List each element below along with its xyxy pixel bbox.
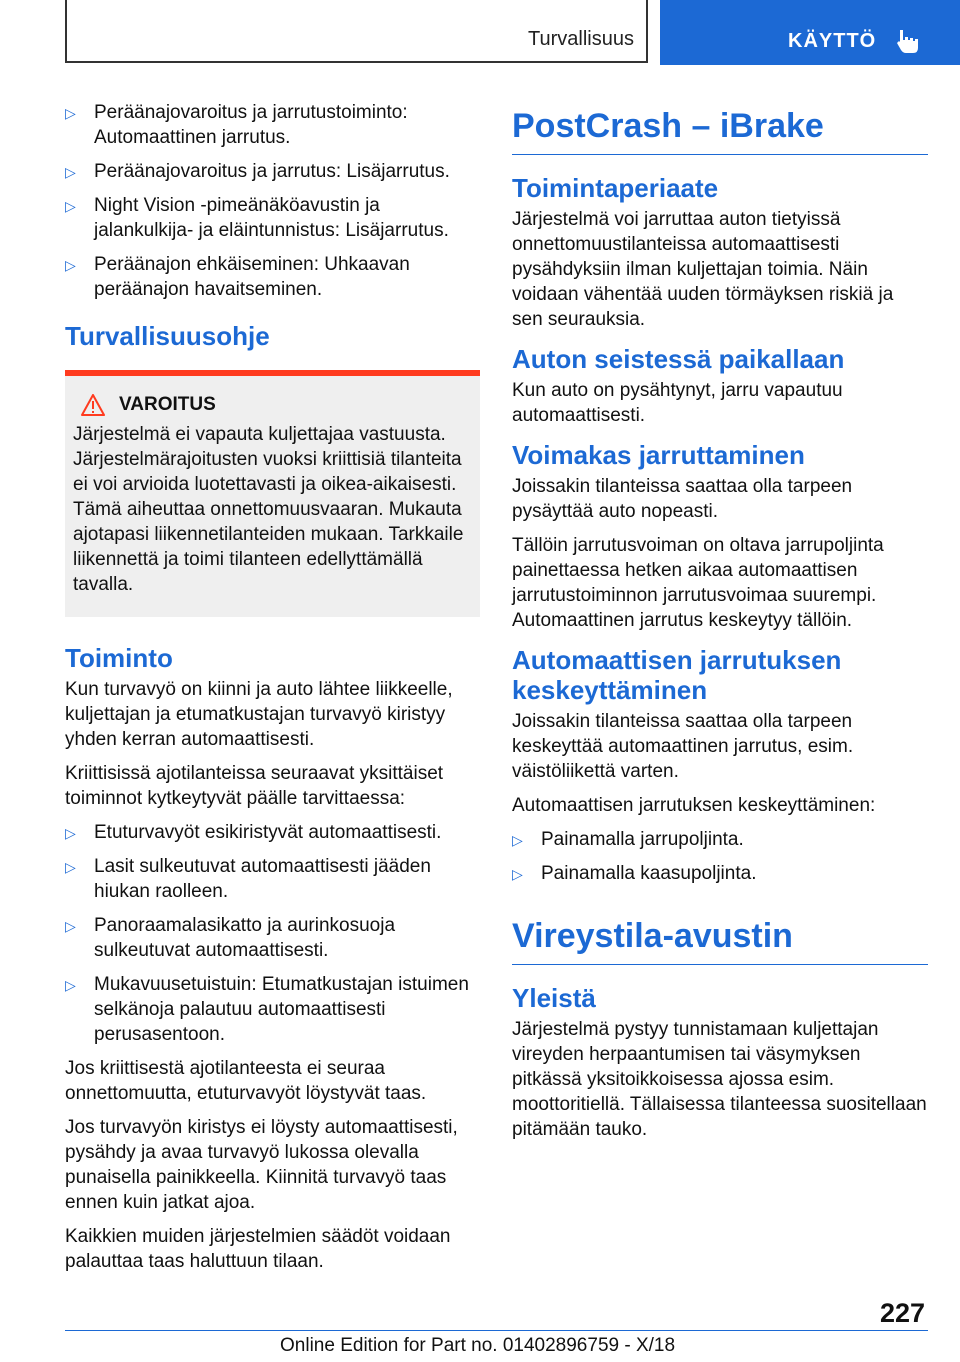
triangle-bullet-icon: ▷ <box>65 825 76 841</box>
function-paragraph: Kriittisissä ajotilanteissa seuraavat yksittäiset toiminnot kytkeytyvät päälle tarvittaessa: <box>65 763 444 809</box>
postcrash-title: PostCrash – iBrake <box>512 107 824 145</box>
header-chapter-title: KÄYTTÖ <box>788 30 877 52</box>
triangle-bullet-icon: ▷ <box>65 105 76 121</box>
vigilance-title: Vireystila-avustin <box>512 917 793 955</box>
body-paragraph: Jos turvavyön kiristys ei löysty automaattisesti, pysähdy ja avaa turvavyö lukossa olevalla punaisella painikkeella. Kiinnitä turvavyö taas ennen kuin jatkat ajoa. <box>65 1117 458 1213</box>
stationary-heading: Auton seistessä paikallaan <box>512 344 845 374</box>
triangle-bullet-icon: ▷ <box>65 257 76 273</box>
interrupt-paragraph: Automaattisen jarrutuksen keskeyttäminen: <box>512 795 876 816</box>
list-item: ▷ Mukavuusetuistuin: Etumatkustajan istuimen selkänoja palautuu automaattisesti perusasentoon. <box>65 974 469 1045</box>
footer-edition: Online Edition for Part no. 01402896759 - X/18 <box>280 1335 676 1356</box>
list-item: ▷ Etuturvavyöt esikiristyvät automaattisesti. <box>65 820 480 845</box>
principle-paragraph: Järjestelmä voi jarruttaa auton tietyissä onnettomuustilanteissa automaattisesti pysähdyksiin ilman kuljettajan toimia. Näin voidaan vähentää uuden törmäyksen riskiä ja sen seurauksia. <box>512 209 894 330</box>
general-paragraph: Järjestelmä pystyy tunnistamaan kuljettajan vireyden herpaantumisen tai väsymyksen pitkässä yksitoikkoisessa ajossa esim. moottoritiellä. Tällaisessa tilanteessa suositellaan pitämään tauko. <box>512 1019 927 1140</box>
triangle-bullet-icon: ▷ <box>65 164 76 180</box>
left-column <box>65 100 480 1283</box>
warning-text: Järjestelmä ei vapauta kuljettajaa vastuusta. Järjestelmärajoitusten vuoksi kriittisiä tilanteita ei voi arvioida luotettavasti ja oikea-aikaisesti. Tämä aiheuttaa onnettomuusvaaran. Mukauta ajotapasi liikennetilanteiden mukaan. Tarkkaile liikennettä ja toimi tilanteen edellyttämällä tavalla. <box>73 424 464 595</box>
title-rule <box>512 154 928 155</box>
safety-heading: Turvallisuusohje <box>65 321 270 351</box>
right-column <box>512 100 928 1151</box>
warning-title-row <box>73 394 472 416</box>
related-functions-list <box>65 100 480 302</box>
triangle-bullet-icon: ▷ <box>512 866 523 882</box>
stationary-paragraph: Kun auto on pysähtynyt, jarru vapautuu automaattisesti. <box>512 380 843 426</box>
list-item: ▷ Lasit sulkeutuvat automaattisesti jääden hiukan raolleen. <box>65 856 431 902</box>
critical-functions-list <box>65 820 480 1047</box>
strong-braking-paragraph: Joissakin tilanteissa saattaa olla tarpeen pysäyttää auto nopeasti. <box>512 476 853 522</box>
list-item: ▷ Night Vision -pimeänäköavustin ja jalankulkija- ja eläintunnistus: Lisäjarrutus. <box>65 195 449 241</box>
header-section-title: Turvallisuus <box>528 28 634 50</box>
header-section-tab <box>65 0 648 63</box>
list-item: ▷ Painamalla jarrupoljinta. <box>512 827 928 852</box>
list-item: ▷ Peräänajovaroitus ja jarrutus: Lisäjarrutus. <box>65 159 480 184</box>
header-chapter-tab[interactable] <box>660 0 960 65</box>
footer-rule <box>65 1330 928 1331</box>
page-number: 227 <box>880 1298 926 1328</box>
triangle-bullet-icon: ▷ <box>65 918 76 934</box>
body-paragraph: Kaikkien muiden järjestelmien säädöt voidaan palauttaa taas haluttuun tilaan. <box>65 1226 451 1272</box>
warning-box <box>65 370 480 617</box>
triangle-bullet-icon: ▷ <box>512 832 523 848</box>
pointing-hand-icon <box>896 28 920 54</box>
function-heading: Toiminto <box>65 643 173 673</box>
list-item: ▷ Painamalla kaasupoljinta. <box>512 861 928 886</box>
triangle-bullet-icon: ▷ <box>65 977 76 993</box>
warning-title: VAROITUS <box>119 394 216 415</box>
function-paragraph: Kun turvavyö on kiinni ja auto lähtee liikkeelle, kuljettajan ja etumatkustajan turvavyö kiristyy yhden kerran automaattisesti. <box>65 679 453 750</box>
list-item: ▷ Peräänajovaroitus ja jarrutustoiminto: Automaattinen jarrutus. <box>65 102 408 148</box>
list-item: ▷ Peräänajon ehkäiseminen: Uhkaavan peräänajon havaitseminen. <box>65 254 410 300</box>
triangle-bullet-icon: ▷ <box>65 859 76 875</box>
triangle-bullet-icon: ▷ <box>65 198 76 214</box>
principle-heading: Toimintaperiaate <box>512 173 719 203</box>
strong-braking-paragraph: Tällöin jarrutusvoiman on oltava jarrupoljinta painettaessa hetken aikaa automaattisen jarrutustoiminnon jarrutusvoimaa suurempi. Automaattinen jarrutus keskeytyy tällöin. <box>512 535 884 631</box>
body-paragraph: Jos kriittisestä ajotilanteesta ei seuraa onnettomuutta, etuturvavyöt löystyvät taas. <box>65 1058 427 1104</box>
title-rule <box>512 964 928 965</box>
strong-braking-heading: Voimakas jarruttaminen <box>512 440 805 470</box>
interrupt-heading: Automaattisen jarrutuksen keskeyttäminen <box>512 645 842 705</box>
general-heading: Yleistä <box>512 983 596 1013</box>
warning-triangle-icon <box>81 394 105 416</box>
list-item: ▷ Panoraamalasikatto ja aurinkosuoja sulkeutuvat automaattisesti. <box>65 915 396 961</box>
interrupt-paragraph: Joissakin tilanteissa saattaa olla tarpeen keskeyttää automaattinen jarrutus, esim. väistöliikettä varten. <box>512 711 854 782</box>
interrupt-methods-list <box>512 827 928 886</box>
